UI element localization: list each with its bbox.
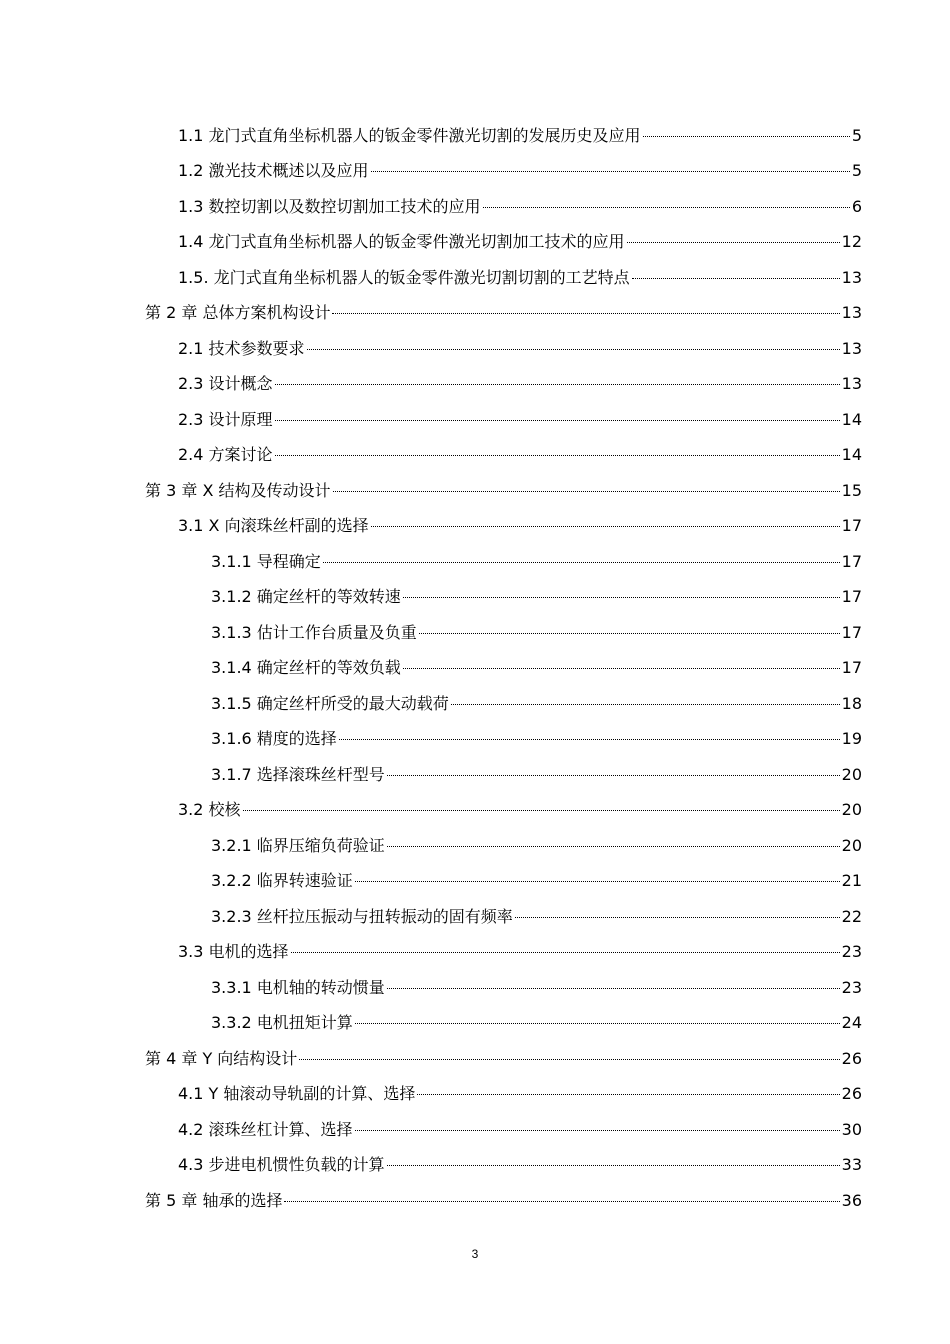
toc-entry-title: 3.3.2 电机扭矩计算 <box>211 1013 353 1032</box>
toc-entry-page: 6 <box>851 197 862 216</box>
toc-subentry[interactable] <box>211 690 862 718</box>
toc-entry-page: 21 <box>841 871 862 890</box>
toc-entry-title: 2.3 设计原理 <box>178 410 273 429</box>
toc-entry-page: 14 <box>841 445 862 464</box>
dot-leader <box>632 277 840 279</box>
toc-entry[interactable] <box>178 796 862 824</box>
dot-leader <box>387 987 840 989</box>
toc-chapter-entry[interactable] <box>145 477 862 505</box>
dot-leader <box>515 916 840 918</box>
toc-entry-title: 3.1.6 精度的选择 <box>211 729 337 748</box>
dot-leader <box>291 951 840 953</box>
toc-entry-page: 36 <box>841 1191 862 1210</box>
toc-entry[interactable] <box>178 441 862 469</box>
toc-subentry[interactable] <box>211 725 862 753</box>
toc-entry[interactable] <box>178 1080 862 1108</box>
toc-entry-page: 17 <box>841 587 862 606</box>
toc-chapter-entry[interactable] <box>145 299 862 327</box>
dot-leader <box>451 703 840 705</box>
toc-entry-title: 1.1 龙门式直角坐标机器人的钣金零件激光切割的发展历史及应用 <box>178 126 641 145</box>
toc-subentry[interactable] <box>211 974 862 1002</box>
toc-entry-page: 17 <box>841 658 862 677</box>
toc-subentry[interactable] <box>211 903 862 931</box>
toc-subentry[interactable] <box>211 654 862 682</box>
dot-leader <box>417 1093 839 1095</box>
toc-entry-page: 13 <box>841 268 862 287</box>
toc-subentry[interactable] <box>211 867 862 895</box>
toc-subentry[interactable] <box>211 832 862 860</box>
toc-entry-title: 3.1.2 确定丝杆的等效转速 <box>211 587 401 606</box>
toc-entry[interactable] <box>178 1151 862 1179</box>
toc-entry-page: 17 <box>841 552 862 571</box>
dot-leader <box>627 241 840 243</box>
toc-entry-title: 3.2 校核 <box>178 800 241 819</box>
dot-leader <box>371 525 840 527</box>
dot-leader <box>355 880 840 882</box>
dot-leader <box>275 383 840 385</box>
toc-entry-title: 3.1.4 确定丝杆的等效负载 <box>211 658 401 677</box>
toc-entry-page: 20 <box>841 836 862 855</box>
page-number: 3 <box>471 1247 479 1261</box>
toc-subentry[interactable] <box>211 619 862 647</box>
toc-chapter-entry[interactable] <box>145 1045 862 1073</box>
toc-entry-page: 23 <box>841 978 862 997</box>
toc-entry-title: 1.3 数控切割以及数控切割加工技术的应用 <box>178 197 481 216</box>
toc-entry[interactable] <box>178 1116 862 1144</box>
dot-leader <box>275 419 840 421</box>
toc-entry-page: 13 <box>841 303 862 322</box>
toc-entry[interactable] <box>178 335 862 363</box>
dot-leader <box>355 1022 840 1024</box>
toc-entry[interactable] <box>178 122 862 150</box>
toc-entry-page: 20 <box>841 765 862 784</box>
toc-entry-page: 20 <box>841 800 862 819</box>
dot-leader <box>403 667 840 669</box>
toc-entry-page: 12 <box>841 232 862 251</box>
toc-entry-page: 14 <box>841 410 862 429</box>
toc-subentry[interactable] <box>211 761 862 789</box>
toc-entry-title: 3.1.3 估计工作台质量及负重 <box>211 623 417 642</box>
toc-entry-title: 3.1.5 确定丝杆所受的最大动载荷 <box>211 694 449 713</box>
toc-entry-title: 2.3 设计概念 <box>178 374 273 393</box>
dot-leader <box>419 632 840 634</box>
toc-entry-title: 第 4 章 Y 向结构设计 <box>145 1049 298 1068</box>
dot-leader <box>403 596 840 598</box>
toc-entry-title: 3.1.1 导程确定 <box>211 552 321 571</box>
toc-entry-title: 2.1 技术参数要求 <box>178 339 305 358</box>
toc-entry-page: 26 <box>841 1049 862 1068</box>
dot-leader <box>307 348 840 350</box>
toc-entry-page: 13 <box>841 374 862 393</box>
toc-entry-title: 3.2.3 丝杆拉压振动与扭转振动的固有频率 <box>211 907 513 926</box>
dot-leader <box>323 561 840 563</box>
toc-entry-title: 1.5. 龙门式直角坐标机器人的钣金零件激光切割切割的工艺特点 <box>178 268 630 287</box>
toc-entry-page: 5 <box>851 126 862 145</box>
dot-leader <box>483 206 850 208</box>
toc-entry-title: 3.3 电机的选择 <box>178 942 289 961</box>
toc-entry-page: 13 <box>841 339 862 358</box>
toc-entry-page: 17 <box>841 516 862 535</box>
toc-entry-page: 5 <box>851 161 862 180</box>
toc-chapter-entry[interactable] <box>145 1187 862 1215</box>
dot-leader <box>387 1164 840 1166</box>
toc-entry[interactable] <box>178 264 862 292</box>
toc-entry-page: 18 <box>841 694 862 713</box>
dot-leader <box>371 170 850 172</box>
toc-entry[interactable] <box>178 193 862 221</box>
toc-entry-title: 1.4 龙门式直角坐标机器人的钣金零件激光切割加工技术的应用 <box>178 232 625 251</box>
toc-entry-page: 26 <box>841 1084 862 1103</box>
toc-entry-title: 第 3 章 X 结构及传动设计 <box>145 481 331 500</box>
dot-leader <box>284 1200 839 1202</box>
toc-entry-title: 3.1 X 向滚珠丝杆副的选择 <box>178 516 369 535</box>
toc-entry[interactable] <box>178 406 862 434</box>
toc-subentry[interactable] <box>211 583 862 611</box>
toc-entry-page: 23 <box>841 942 862 961</box>
toc-entry-page: 24 <box>841 1013 862 1032</box>
dot-leader <box>643 135 850 137</box>
toc-entry-title: 4.2 滚珠丝杠计算、选择 <box>178 1120 353 1139</box>
toc-entry[interactable] <box>178 938 862 966</box>
toc-entry-title: 3.2.2 临界转速验证 <box>211 871 353 890</box>
toc-entry-page: 33 <box>841 1155 862 1174</box>
toc-entry-title: 3.2.1 临界压缩负荷验证 <box>211 836 385 855</box>
toc-entry-title: 4.1 Y 轴滚动导轨副的计算、选择 <box>178 1084 416 1103</box>
toc-entry[interactable] <box>178 157 862 185</box>
toc-entry-title: 4.3 步进电机惯性负载的计算 <box>178 1155 385 1174</box>
dot-leader <box>387 845 840 847</box>
toc-entry-title: 3.1.7 选择滚珠丝杆型号 <box>211 765 385 784</box>
dot-leader <box>332 312 839 314</box>
toc-subentry[interactable] <box>211 548 862 576</box>
toc-entry-title: 第 2 章 总体方案机构设计 <box>145 303 331 322</box>
toc-subentry[interactable] <box>211 1009 862 1037</box>
dot-leader <box>299 1058 839 1060</box>
dot-leader <box>355 1129 840 1131</box>
toc-entry-page: 19 <box>841 729 862 748</box>
toc-entry-title: 1.2 激光技术概述以及应用 <box>178 161 369 180</box>
dot-leader <box>275 454 840 456</box>
toc-entry[interactable] <box>178 228 862 256</box>
toc-entry[interactable] <box>178 370 862 398</box>
toc-entry-title: 2.4 方案讨论 <box>178 445 273 464</box>
dot-leader <box>339 738 840 740</box>
toc-entry[interactable] <box>178 512 862 540</box>
dot-leader <box>387 774 840 776</box>
toc-entry-title: 3.3.1 电机轴的转动惯量 <box>211 978 385 997</box>
toc-entry-page: 17 <box>841 623 862 642</box>
toc-entry-page: 30 <box>841 1120 862 1139</box>
toc-entry-page: 22 <box>841 907 862 926</box>
toc-entry-page: 15 <box>841 481 862 500</box>
dot-leader <box>333 490 840 492</box>
toc-entry-title: 第 5 章 轴承的选择 <box>145 1191 283 1210</box>
dot-leader <box>243 809 840 811</box>
